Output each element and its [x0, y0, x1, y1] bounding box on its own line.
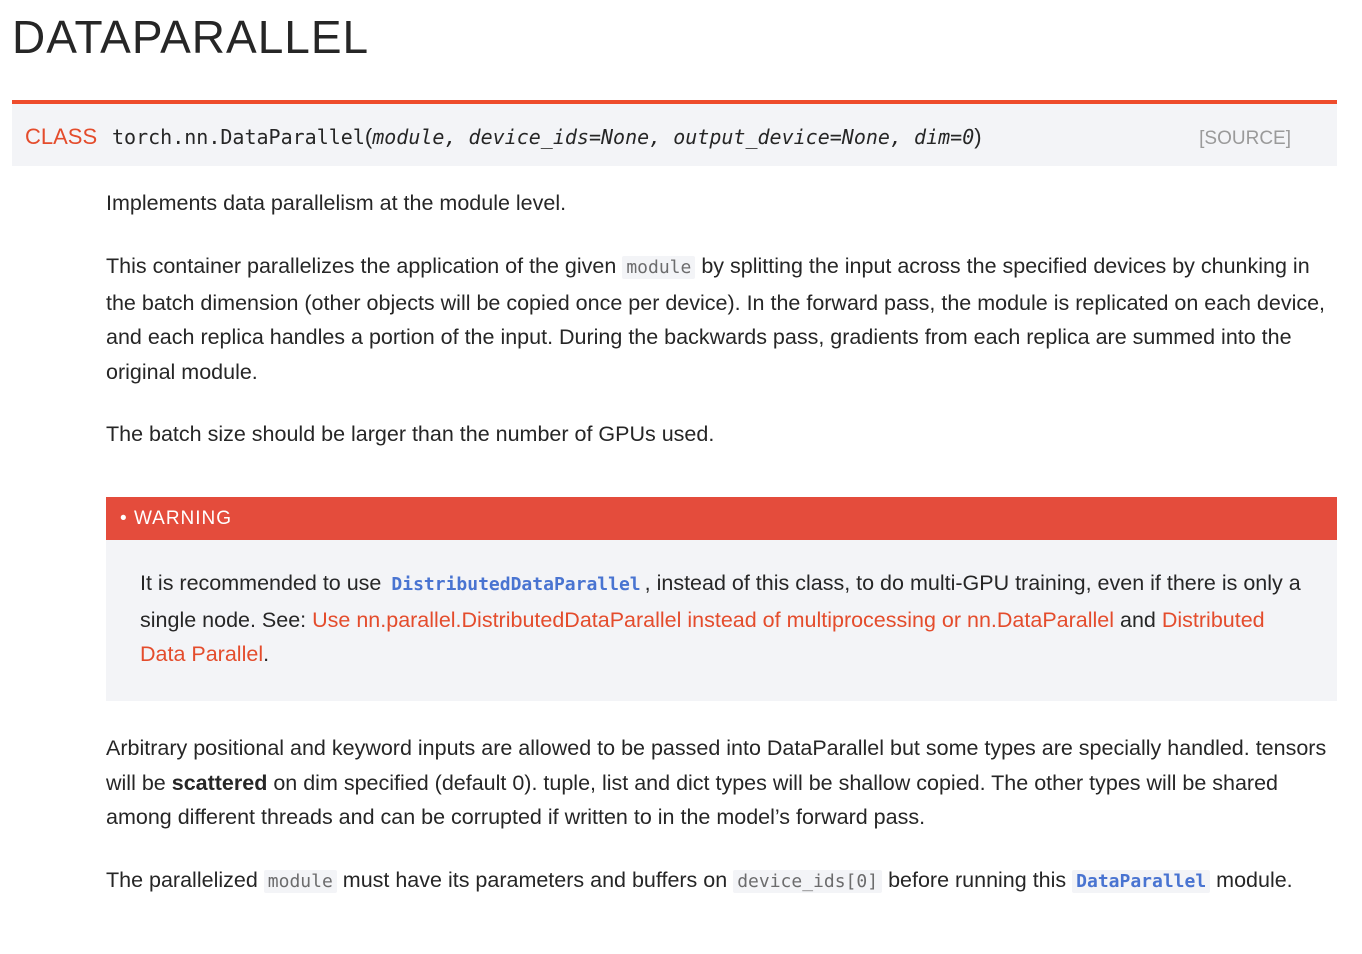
source-link[interactable]: [SOURCE]: [1199, 128, 1291, 149]
text: This container parallelizes the application of the given: [106, 254, 617, 278]
close-paren: ): [974, 124, 982, 149]
text: and: [1120, 607, 1156, 632]
intro-paragraph: Implements data parallelism at the module level.: [106, 191, 567, 215]
text: It is recommended to use: [140, 571, 382, 595]
distributed-data-parallel-link[interactable]: Distributed Data Parallel: [140, 607, 1265, 666]
text: must have its parameters and buffers on: [342, 868, 728, 892]
warning-header: [106, 497, 1337, 540]
text: , instead of this class, to do multi-GPU training, even if there is only a single node. See:: [140, 571, 1301, 632]
text: .: [263, 642, 270, 666]
inputs-paragraph: [106, 731, 1331, 835]
ddp-instead-link[interactable]: Use nn.parallel.DistributedDataParallel instead of multiprocessing or nn.DataParallel: [312, 607, 1115, 632]
parameters-paragraph: [106, 863, 1331, 900]
class-signature: [12, 100, 1337, 166]
text: module.: [1216, 868, 1293, 892]
warning-admonition: [106, 497, 1337, 701]
class-label: CLASS: [25, 124, 98, 149]
class-params: module, device_ids=None, output_device=None, dim=0: [372, 125, 975, 149]
page-title: DATAPARALLEL: [12, 11, 370, 63]
text: The parallelized: [106, 868, 258, 892]
scattered-bold: scattered: [171, 770, 268, 795]
bullet-icon: •: [120, 508, 128, 529]
text: by splitting the input across the specified devices by chunking in the batch dimension (other objects will be copied once per device). In the forward pass, the module is replicated on each device, and each replica handles a portion of the input. During the backwards pass, gradients from each replica are summed into the original module.: [106, 254, 1326, 384]
warning-body: [140, 566, 1310, 672]
class-name: torch.nn.DataParallel: [112, 125, 365, 149]
text: Arbitrary positional and keyword inputs are allowed to be passed into DataParallel but some types are specially handled. tensors will be: [106, 736, 1327, 795]
batch-size-paragraph: The batch size should be larger than the number of GPUs used.: [106, 422, 715, 446]
module-code: module: [622, 256, 695, 279]
container-paragraph: [106, 249, 1331, 389]
dataparallel-code-link[interactable]: DataParallel: [1072, 870, 1210, 893]
module-code: module: [264, 870, 337, 893]
signature-call: [112, 124, 982, 150]
ddp-code-link[interactable]: DistributedDataParallel: [387, 573, 644, 596]
open-paren: (: [364, 124, 373, 149]
text: before running this: [888, 868, 1067, 892]
text: on dim specified (default 0). tuple, list and dict types will be shallow copied. The other types will be shared among different threads and can be corrupted if written to in the model’s forward pass.: [106, 770, 1278, 829]
device-ids-code: device_ids[0]: [733, 870, 882, 893]
warning-title: WARNING: [133, 508, 233, 529]
